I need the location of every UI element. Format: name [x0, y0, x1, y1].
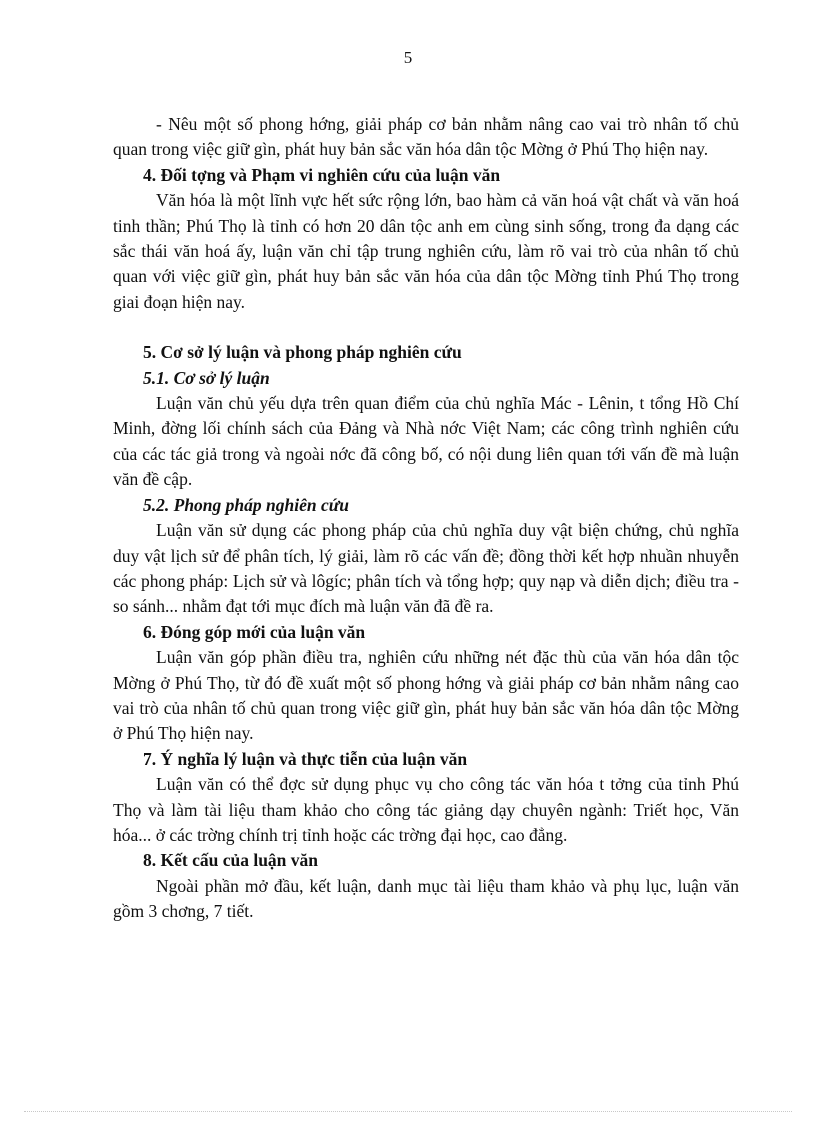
paragraph-structure: Ngoài phần mở đầu, kết luận, danh mục tài liệu tham khảo và phụ lục, luận văn gồm 3 chơng, 7 tiết.	[113, 875, 739, 922]
heading-scope: 4. Đối tợng và Phạm vi nghiên cứu của luận văn	[143, 164, 501, 185]
paragraph-theoretical-basis: Luận văn chủ yếu dựa trên quan điểm của chủ nghĩa Mác - Lênin, t tổng Hồ Chí Minh, đờng lối chính sách của Đảng và Nhà nớc Việt Nam; các công trình nghiên cứu của các tác giả trong và ngoài nớc đã công bố, có nội dung liên quan tới vấn đề mà luận văn đề cập.	[113, 393, 739, 490]
paragraph-scope: Văn hóa là một lĩnh vực hết sức rộng lớn, bao hàm cả văn hoá vật chất và văn hoá tinh thần; Phú Thọ là tỉnh có hơn 20 dân tộc anh em cùng sinh sống, trong đa dạng các sắc thái văn hoá ấy, luận văn chỉ tập trung nghiên cứu, làm rõ vai trò của nhân tố chủ quan với việc giữ gìn, phát huy bản sắc văn hóa của dân tộc Mờng tỉnh Phú Thọ trong giai đoạn hiện nay.	[113, 190, 739, 312]
page-number: 5	[403, 48, 413, 67]
heading-contributions: 6. Đóng góp mới của luận văn	[143, 621, 366, 642]
subheading-theoretical-basis: 5.1. Cơ sở lý luận	[143, 367, 270, 388]
document-body	[113, 112, 739, 925]
paragraph-contributions: Luận văn góp phần điều tra, nghiên cứu những nét đặc thù của văn hóa dân tộc Mờng ở Phú Thọ, từ đó đề xuất một số phong hớng và giải pháp cơ bản nhằm nâng cao vai trò của nhân tố chủ quan trong việc giữ gìn, phát huy bản sắc văn hóa dân tộc Mờng ở Phú Thọ hiện nay.	[113, 647, 739, 744]
paragraph-objectives-item: - Nêu một số phong hớng, giải pháp cơ bản nhằm nâng cao vai trò nhân tố chủ quan trong việc giữ gìn, phát huy bản sắc văn hóa dân tộc Mờng ở Phú Thọ hiện nay.	[113, 114, 739, 160]
heading-significance: 7. Ý nghĩa lý luận và thực tiễn của luận văn	[143, 748, 468, 769]
paragraph-significance: Luận văn có thể đợc sử dụng phục vụ cho công tác văn hóa t tởng của tỉnh Phú Thọ và làm tài liệu tham khảo cho công tác giảng dạy chuyên ngành: Triết học, Văn hóa... ở các trờng chính trị tỉnh hoặc các trờng đại học, cao đẳng.	[113, 774, 739, 845]
subheading-research-methods: 5.2. Phong pháp nghiên cứu	[143, 494, 349, 515]
heading-methodology: 5. Cơ sở lý luận và phong pháp nghiên cứu	[143, 342, 462, 363]
paragraph-research-methods: Luận văn sử dụng các phong pháp của chủ nghĩa duy vật biện chứng, chủ nghĩa duy vật lịch sử để phân tích, lý giải, làm rõ các vấn đề; đồng thời kết hợp nhuần nhuyễn các phong pháp: Lịch sử và lôgíc; phân tích và tổng hợp; quy nạp và diễn dịch; điều tra - so sánh... nhằm đạt tới mục đích mà luận văn đã đề ra.	[113, 520, 739, 617]
heading-structure: 8. Kết cấu của luận văn	[143, 850, 319, 871]
page-bottom-divider	[24, 1111, 792, 1112]
